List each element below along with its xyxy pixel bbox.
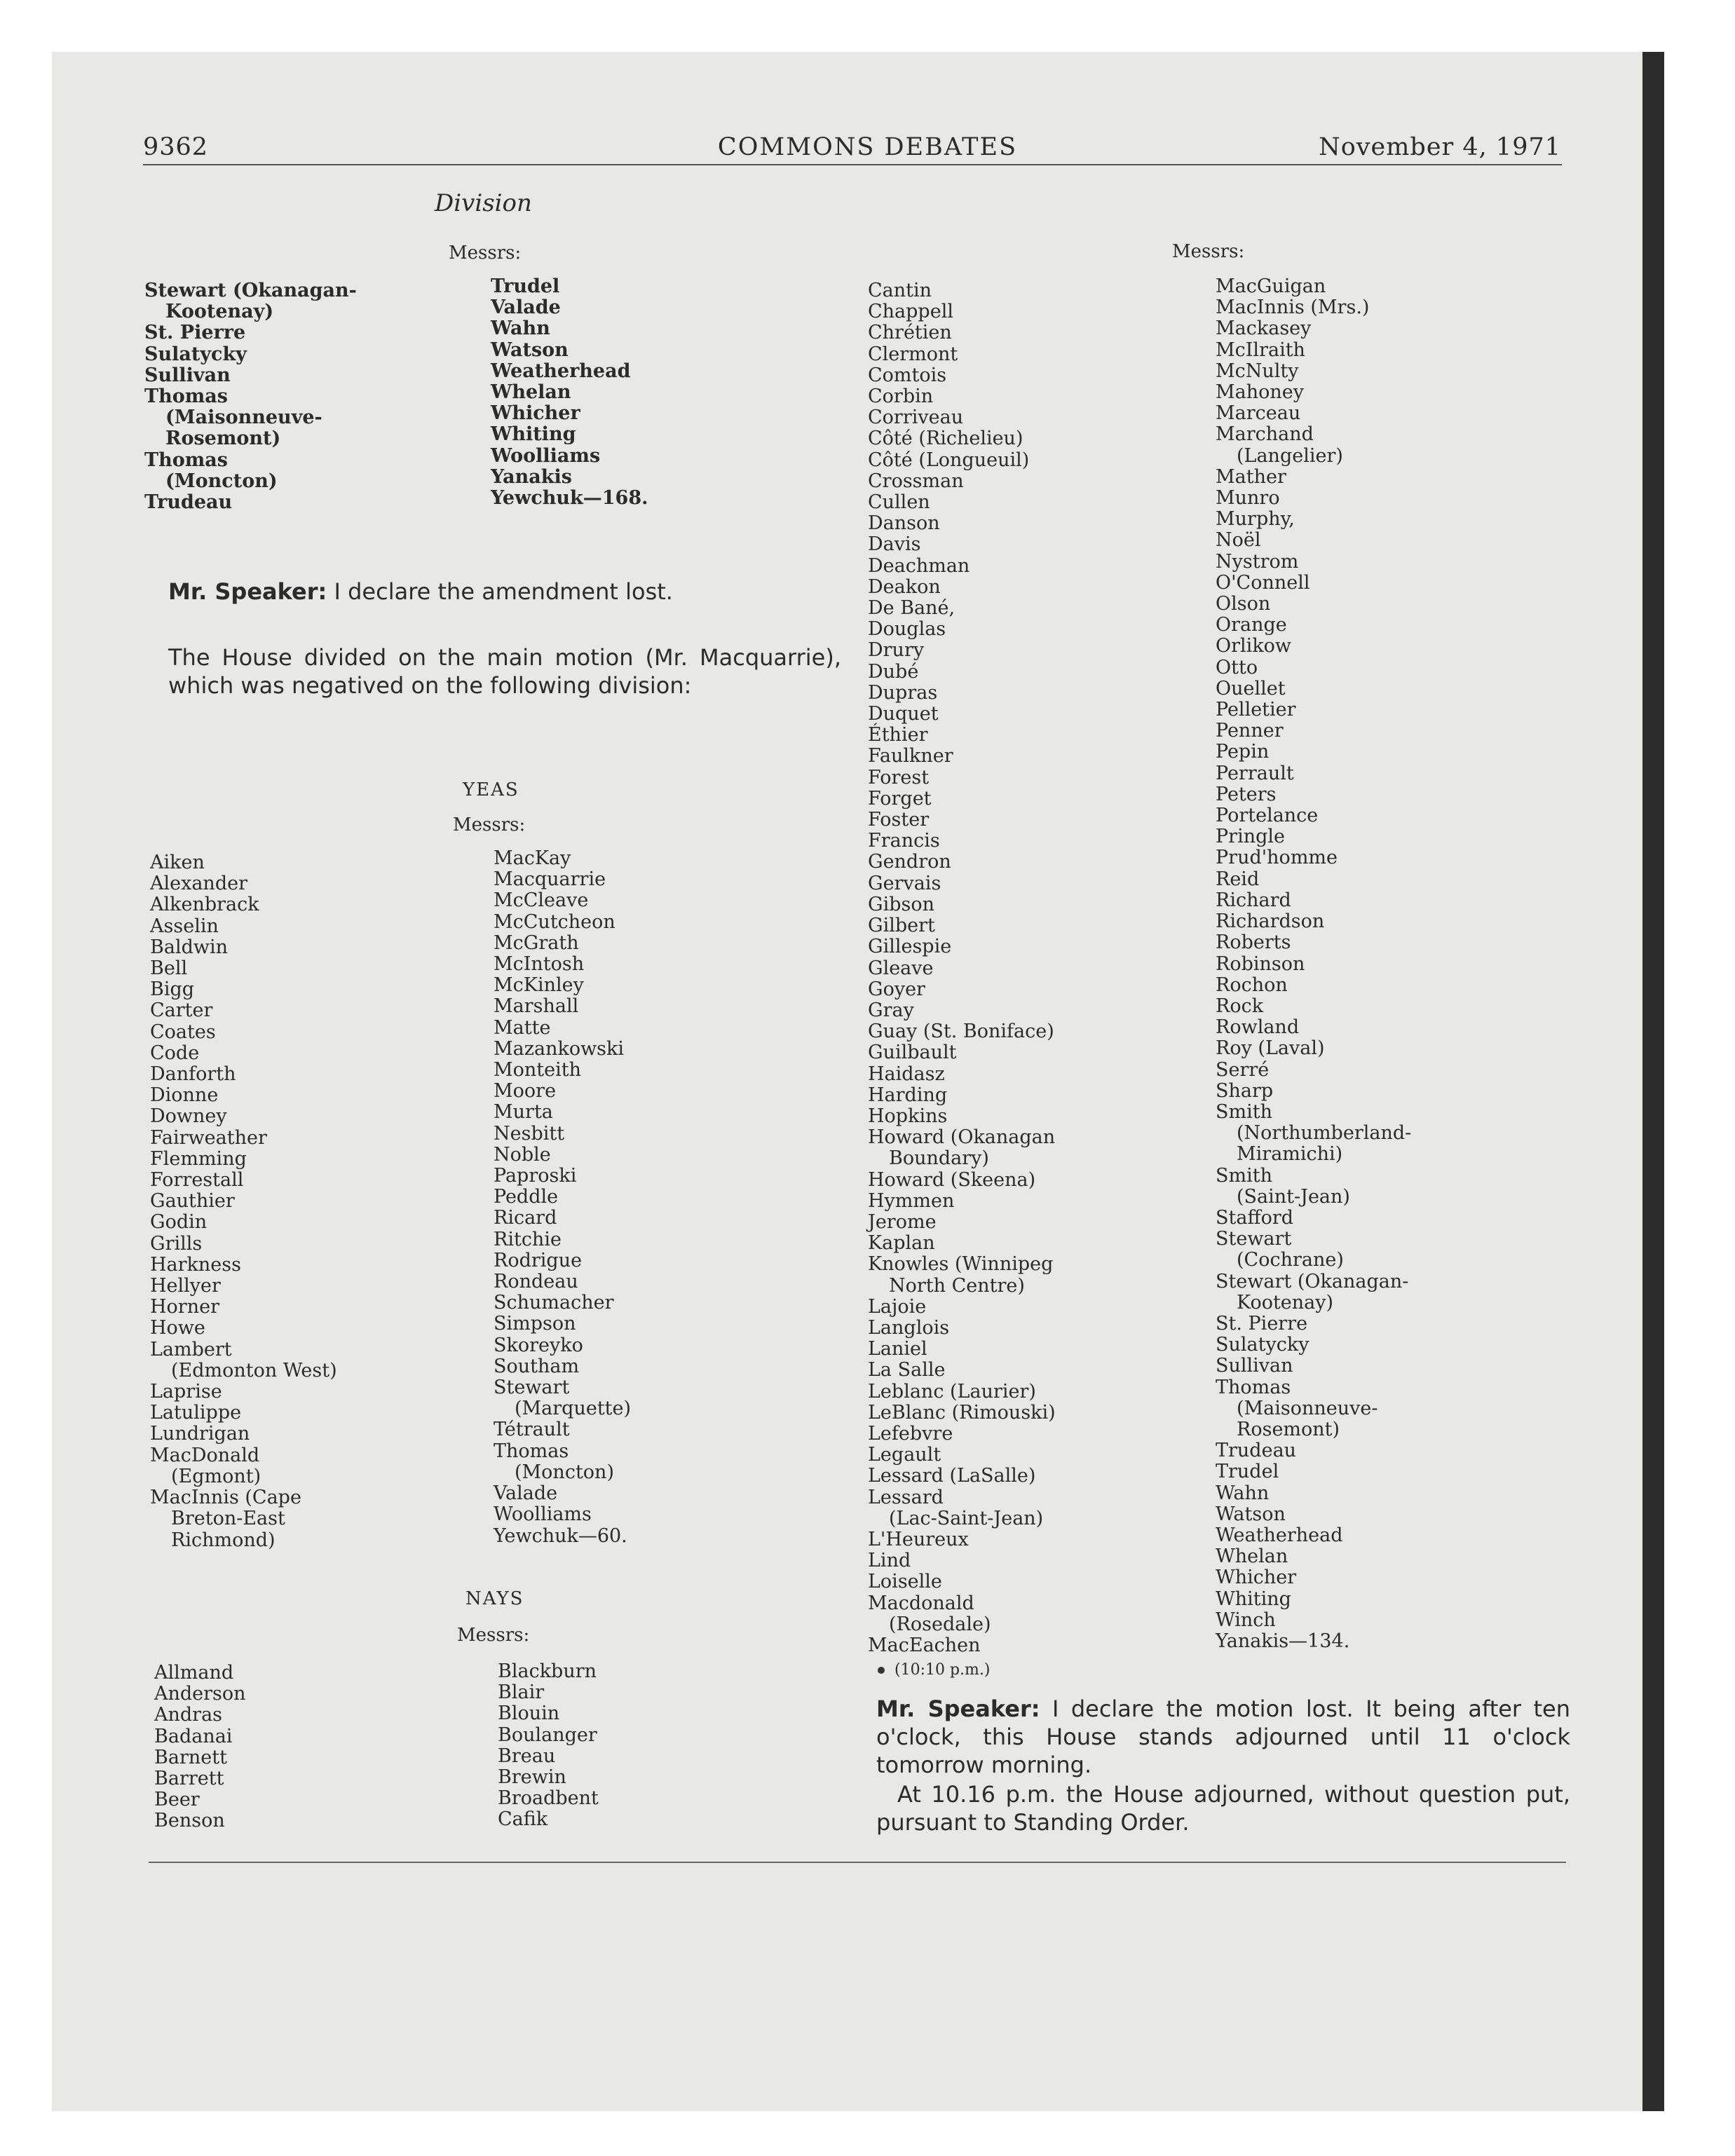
member-name: Robinson — [1216, 953, 1305, 975]
member-name: Loiselle — [868, 1571, 942, 1593]
member-name: Trudeau — [144, 491, 233, 514]
division-list-col1 — [144, 280, 357, 513]
member-name: Paproski — [494, 1165, 577, 1187]
member-name: Mahoney — [1216, 381, 1305, 404]
member-name: Drury — [868, 639, 925, 662]
member-name: Harding — [868, 1084, 948, 1106]
member-name: Noble — [494, 1143, 551, 1166]
member-name: MacInnis (Mrs.) — [1216, 296, 1370, 319]
member-name: Howe — [150, 1317, 205, 1339]
member-name: Chappell — [868, 301, 953, 323]
member-name: Sullivan — [144, 364, 231, 386]
member-name: Gillespie — [868, 936, 952, 958]
member-name: McIlraith — [1216, 339, 1305, 361]
member-name: (Langelier) — [1237, 444, 1343, 467]
member-name: Mazankowski — [494, 1037, 625, 1060]
member-name: Nesbitt — [494, 1122, 565, 1145]
member-name: MacKay — [494, 847, 571, 869]
member-name: Nystrom — [1216, 550, 1299, 573]
page-date: November 4, 1971 — [1319, 133, 1561, 161]
page-number: 9362 — [143, 133, 209, 161]
member-name: Rowland — [1216, 1016, 1300, 1039]
member-name: Hopkins — [868, 1105, 948, 1127]
member-name: Marshall — [494, 995, 579, 1018]
member-name: Boulanger — [498, 1724, 597, 1746]
member-name: Gibson — [868, 893, 934, 915]
member-name: Coates — [150, 1021, 216, 1043]
member-name: Smith — [1216, 1100, 1272, 1123]
member-name: Chrétien — [868, 322, 952, 344]
member-name: Bigg — [150, 978, 195, 1001]
member-name: Winch — [1216, 1609, 1276, 1631]
member-name: St. Pierre — [144, 322, 246, 344]
member-name: Lessard (LaSalle) — [868, 1465, 1036, 1487]
member-name: Stewart (Okanagan- — [1216, 1270, 1409, 1292]
member-name: Guilbault — [868, 1042, 957, 1064]
member-name: Rock — [1216, 995, 1264, 1017]
member-name: Sulatycky — [1216, 1334, 1309, 1356]
member-name: Dionne — [150, 1084, 219, 1107]
member-name: Sullivan — [1216, 1355, 1293, 1377]
member-name: McCleave — [494, 889, 589, 912]
member-name: Marchand — [1216, 423, 1314, 446]
member-name: Prud'homme — [1216, 847, 1338, 869]
nays-list-col4 — [1216, 276, 1411, 1652]
member-name: Flemming — [150, 1147, 247, 1170]
bottom-rule — [149, 1862, 1566, 1863]
member-name: Blair — [498, 1681, 545, 1704]
member-name: Murta — [494, 1101, 553, 1124]
member-name: Douglas — [868, 618, 946, 641]
nays-list-col2 — [498, 1661, 599, 1831]
member-name: Portelance — [1216, 805, 1319, 827]
member-name: Macquarrie — [494, 868, 606, 891]
member-name: Gervais — [868, 872, 941, 894]
member-name: Richmond) — [171, 1529, 275, 1551]
member-name: Corriveau — [868, 407, 964, 429]
member-name: Stewart — [494, 1377, 570, 1399]
member-name: Watson — [1216, 1503, 1286, 1525]
member-name: Yanakis—134. — [1216, 1630, 1350, 1652]
member-name: Goyer — [868, 978, 925, 1000]
member-name: Richardson — [1216, 910, 1325, 933]
member-name: Stafford — [1216, 1206, 1294, 1229]
member-name: Lambert — [150, 1338, 232, 1360]
member-name: Moore — [494, 1080, 557, 1103]
member-name: Weatherhead — [491, 360, 631, 382]
member-name: Monteith — [494, 1059, 581, 1082]
member-name: (Moncton) — [165, 470, 278, 492]
member-name: Davis — [868, 533, 921, 556]
member-name: Thomas — [144, 449, 228, 471]
member-name: Sharp — [1216, 1079, 1274, 1102]
member-name: O'Connell — [1216, 571, 1310, 594]
member-name: Faulkner — [868, 745, 953, 767]
member-name: McCutcheon — [494, 910, 615, 933]
member-name: Marceau — [1216, 402, 1301, 425]
member-name: (Saint-Jean) — [1237, 1185, 1350, 1208]
member-name: Cantin — [868, 280, 932, 301]
member-name: Fairweather — [150, 1126, 267, 1149]
member-name: Thomas — [494, 1440, 569, 1462]
nays-list-col1 — [154, 1663, 246, 1832]
yeas-list-col1 — [150, 852, 337, 1551]
division-heading: Division — [435, 189, 532, 217]
header-rule — [143, 164, 1562, 165]
member-name: Kaplan — [868, 1232, 935, 1255]
member-name: Lind — [868, 1550, 911, 1572]
member-name: Yanakis — [491, 465, 572, 488]
member-name: (Maisonneuve- — [1237, 1397, 1378, 1419]
member-name: Barrett — [154, 1768, 224, 1790]
member-name: Peddle — [494, 1186, 559, 1208]
member-name: Wahn — [491, 318, 550, 340]
time-note-text: (10:10 p.m.) — [894, 1661, 991, 1679]
member-name: Barnett — [154, 1746, 227, 1768]
member-name: Howard (Skeena) — [868, 1168, 1036, 1191]
member-name: Latulippe — [150, 1402, 242, 1424]
member-name: Alkenbrack — [150, 894, 259, 916]
member-name: Haidasz — [868, 1063, 945, 1085]
member-name: Asselin — [150, 915, 219, 937]
member-name: Badanai — [154, 1725, 233, 1747]
member-name: Corbin — [868, 386, 934, 408]
member-name: Deachman — [868, 554, 970, 577]
member-name: (Rosedale) — [889, 1613, 991, 1635]
member-name: Whelan — [491, 381, 571, 404]
member-name: Whiting — [1216, 1588, 1291, 1610]
member-name: La Salle — [868, 1359, 946, 1381]
member-name: LeBlanc (Rimouski) — [868, 1401, 1056, 1424]
member-name: (Maisonneuve- — [165, 407, 322, 429]
member-name: Ricard — [494, 1207, 557, 1229]
member-name: Duquet — [868, 703, 939, 725]
member-name: Rochon — [1216, 974, 1288, 996]
yeas-list-col2 — [494, 848, 631, 1547]
member-name: Forrestall — [150, 1169, 244, 1192]
member-name: Penner — [1216, 720, 1284, 742]
member-name: Skoreyko — [494, 1334, 583, 1356]
member-name: Sulatycky — [144, 343, 247, 365]
member-name: Whelan — [1216, 1546, 1288, 1568]
member-name: MacGuigan — [1216, 275, 1326, 297]
member-name: Orlikow — [1216, 635, 1292, 657]
member-name: Roy (Laval) — [1216, 1037, 1325, 1060]
member-name: Harkness — [150, 1253, 241, 1276]
speaker-name: Mr. Speaker: — [168, 578, 327, 605]
member-name: Pelletier — [1216, 699, 1296, 721]
yeas-messrs-label: Messrs: — [453, 814, 526, 835]
member-name: Pepin — [1216, 741, 1270, 763]
speaker-statement-2 — [876, 1695, 1570, 1779]
member-name: Deakon — [868, 575, 941, 598]
main-motion-paragraph: The House divided on the main motion (Mr. Macquarrie), which was negatived on the following division: — [168, 644, 841, 699]
member-name: Yewchuk—168. — [491, 487, 648, 510]
adjournment-paragraph: At 10.16 p.m. the House adjourned, without question put, pursuant to Standing Order. — [876, 1781, 1570, 1836]
member-name: Thomas — [144, 386, 228, 408]
member-name: Watson — [491, 339, 569, 361]
member-name: MacInnis (Cape — [150, 1487, 301, 1509]
member-name: Whicher — [1216, 1567, 1297, 1589]
member-name: Carter — [150, 999, 213, 1022]
member-name: Bell — [150, 957, 188, 980]
member-name: Rondeau — [494, 1271, 578, 1293]
member-name: Legault — [868, 1444, 941, 1466]
member-name: Howard (Okanagan — [868, 1126, 1056, 1149]
member-name: Gauthier — [150, 1190, 235, 1213]
member-name: Breton-East — [171, 1508, 285, 1530]
member-name: (Lac-Saint-Jean) — [889, 1507, 1044, 1529]
member-name: Tétrault — [494, 1419, 570, 1441]
bullet-icon — [878, 1667, 885, 1674]
member-name: Danforth — [150, 1063, 236, 1086]
member-name: Leblanc (Laurier) — [868, 1380, 1036, 1403]
member-name: Boundary) — [889, 1147, 989, 1170]
member-name: St. Pierre — [1216, 1312, 1308, 1335]
member-name: Trudeau — [1216, 1440, 1297, 1462]
nays-list-col3 — [868, 280, 1056, 1656]
member-name: Matte — [494, 1016, 551, 1039]
member-name: Langlois — [868, 1316, 950, 1339]
member-name: Orange — [1216, 614, 1287, 636]
member-name: Dupras — [868, 681, 938, 704]
member-name: Whiting — [491, 423, 576, 446]
member-name: Macdonald — [868, 1592, 974, 1614]
member-name: McIntosh — [494, 953, 585, 976]
member-name: Côté (Richelieu) — [868, 428, 1023, 450]
member-name: De Bané, — [868, 597, 955, 620]
member-name: Anderson — [154, 1683, 246, 1705]
member-name: Foster — [868, 809, 930, 831]
member-name: Beer — [154, 1789, 200, 1811]
nays-heading: NAYS — [465, 1588, 524, 1609]
member-name: Gilbert — [868, 915, 935, 937]
member-name: Serré — [1216, 1058, 1270, 1081]
nays-messrs-label: Messrs: — [457, 1625, 530, 1646]
member-name: Trudel — [491, 275, 560, 297]
member-name: Rodrigue — [494, 1249, 583, 1271]
member-name: Laniel — [868, 1338, 927, 1360]
member-name: Woolliams — [494, 1503, 592, 1526]
member-name: Rosemont) — [165, 428, 281, 450]
nays-right-messrs-label: Messrs: — [1172, 241, 1245, 262]
member-name: Olson — [1216, 593, 1271, 615]
member-name: Peters — [1216, 783, 1277, 805]
member-name: Gleave — [868, 957, 934, 979]
scan-edge-bar — [1642, 52, 1664, 2111]
member-name: Francis — [868, 830, 940, 852]
member-name: Godin — [150, 1211, 207, 1234]
member-name: Downey — [150, 1105, 227, 1128]
member-name: Lajoie — [868, 1295, 927, 1318]
member-name: Knowles (Winnipeg — [868, 1253, 1054, 1276]
member-name: (Marquette) — [515, 1398, 632, 1420]
member-name: (Egmont) — [171, 1465, 261, 1487]
member-name: Southam — [494, 1355, 580, 1377]
member-name: Dubé — [868, 660, 919, 683]
member-name: McKinley — [494, 974, 584, 997]
member-name: Cafik — [498, 1808, 548, 1831]
member-name: L'Heureux — [868, 1528, 969, 1550]
member-name: Wahn — [1216, 1482, 1270, 1504]
member-name: Forest — [868, 766, 930, 789]
member-name: Lundrigan — [150, 1423, 250, 1445]
member-name: Hymmen — [868, 1189, 955, 1212]
member-name: Gendron — [868, 851, 951, 873]
member-name: Jerome — [868, 1210, 937, 1233]
member-name: Laprise — [150, 1381, 222, 1403]
member-name: Kootenay) — [165, 301, 274, 323]
member-name: Blackburn — [498, 1660, 597, 1682]
member-name: Brewin — [498, 1766, 566, 1789]
member-name: Weatherhead — [1216, 1524, 1343, 1546]
speaker-text: I declare the motion lost. It being after ten o'clock, this House stands adjourned until 11 o'clock tomorrow morning. — [876, 1696, 1571, 1778]
member-name: Allmand — [154, 1662, 234, 1684]
member-name: North Centre) — [889, 1274, 1025, 1297]
member-name: Pringle — [1216, 826, 1285, 848]
member-name: Mather — [1216, 465, 1286, 488]
member-name: Reid — [1216, 868, 1260, 890]
member-name: Thomas — [1216, 1376, 1291, 1398]
member-name: (Northumberland- — [1237, 1122, 1412, 1145]
member-name: Stewart — [1216, 1228, 1292, 1250]
member-name: Mackasey — [1216, 318, 1312, 340]
member-name: Rosemont) — [1237, 1418, 1340, 1440]
member-name: Horner — [150, 1296, 219, 1318]
member-name: Clermont — [868, 343, 958, 365]
member-name: Comtois — [868, 364, 947, 386]
division-list-col2 — [491, 276, 648, 509]
member-name: Simpson — [494, 1313, 576, 1335]
member-name: Forget — [868, 787, 932, 810]
member-name: MacDonald — [150, 1444, 260, 1466]
member-name: Otto — [1216, 656, 1258, 678]
member-name: Danson — [868, 512, 940, 535]
member-name: Woolliams — [491, 444, 601, 467]
member-name: Valade — [491, 296, 561, 319]
member-name: Perrault — [1216, 762, 1294, 784]
member-name: Cullen — [868, 491, 930, 514]
member-name: Éthier — [868, 724, 928, 746]
member-name: McNulty — [1216, 360, 1299, 382]
yeas-heading: YEAS — [463, 779, 519, 800]
member-name: Broadbent — [498, 1787, 599, 1810]
member-name: Kootenay) — [1237, 1291, 1334, 1314]
member-name: Benson — [154, 1810, 225, 1832]
speaker-statement-1 — [168, 578, 841, 606]
member-name: Hellyer — [150, 1275, 221, 1297]
member-name: Lefebvre — [868, 1422, 953, 1445]
speaker-name: Mr. Speaker: — [876, 1696, 1040, 1722]
member-name: Whicher — [491, 402, 580, 425]
member-name: Smith — [1216, 1164, 1272, 1187]
member-name: Richard — [1216, 889, 1291, 911]
messrs-label: Messrs: — [449, 243, 522, 264]
member-name: Noël — [1216, 529, 1261, 552]
member-name: Gray — [868, 999, 914, 1021]
member-name: Ritchie — [494, 1228, 562, 1250]
member-name: Aiken — [150, 852, 205, 873]
member-name: McGrath — [494, 932, 579, 954]
member-name: Grills — [150, 1232, 203, 1255]
member-name: Yewchuk—60. — [494, 1524, 627, 1547]
member-name: Stewart (Okanagan- — [144, 280, 357, 301]
member-name: (Cochrane) — [1237, 1249, 1344, 1271]
member-name: Côté (Longueuil) — [868, 449, 1030, 471]
member-name: Andras — [154, 1704, 223, 1726]
member-name: Miramichi) — [1237, 1143, 1343, 1166]
member-name: Blouin — [498, 1703, 560, 1725]
member-name: Schumacher — [494, 1292, 614, 1314]
member-name: Code — [150, 1042, 200, 1064]
publication-title: COMMONS DEBATES — [717, 133, 1018, 161]
member-name: Crossman — [868, 470, 964, 492]
member-name: Valade — [494, 1482, 558, 1505]
member-name: (Edmonton West) — [171, 1359, 337, 1381]
member-name: Roberts — [1216, 932, 1291, 954]
time-note — [878, 1661, 991, 1679]
member-name: Trudel — [1216, 1461, 1279, 1483]
member-name: Guay (St. Boniface) — [868, 1021, 1054, 1043]
member-name: MacEachen — [868, 1635, 981, 1656]
speaker-text: I declare the amendment lost. — [327, 578, 673, 605]
member-name: Ouellet — [1216, 677, 1286, 700]
member-name: Murphy, — [1216, 508, 1295, 531]
member-name: Munro — [1216, 487, 1280, 510]
member-name: Breau — [498, 1745, 556, 1767]
member-name: Baldwin — [150, 936, 228, 958]
member-name: (Moncton) — [515, 1461, 614, 1483]
member-name: Alexander — [150, 873, 247, 895]
member-name: Lessard — [868, 1486, 944, 1508]
